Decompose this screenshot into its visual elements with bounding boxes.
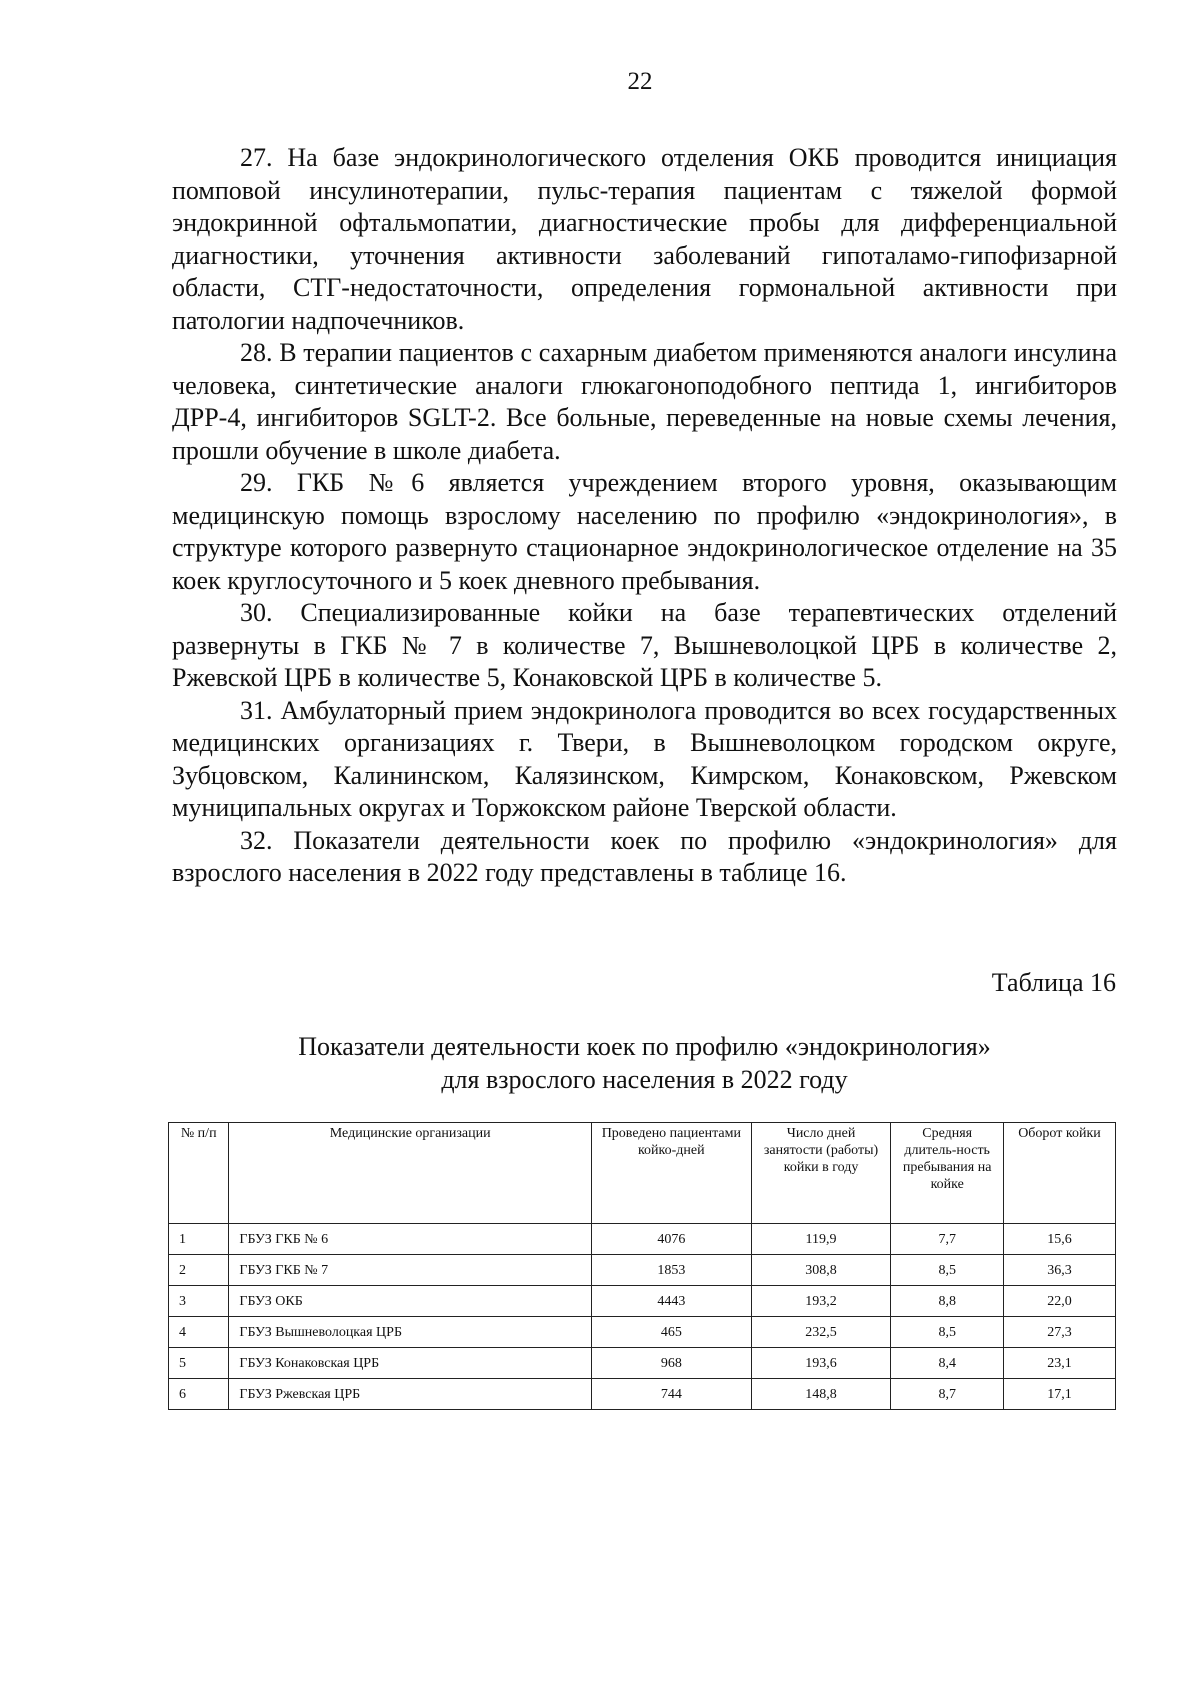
- cell-average-stay: 8,5: [891, 1317, 1004, 1348]
- table-row: [169, 1379, 1116, 1410]
- cell-turnover: 27,3: [1003, 1317, 1115, 1348]
- cell-organization: ГБУЗ Ржевская ЦРБ: [229, 1379, 592, 1410]
- cell-turnover: 15,6: [1003, 1224, 1115, 1255]
- cell-occupancy: 193,6: [751, 1348, 891, 1379]
- table-title-line-1: Показатели деятельности коек по профилю «эндокринология»: [298, 1032, 991, 1061]
- paragraph-29: 29. ГКБ №6 является учреждением второго уровня, оказывающим медицинскую помощь взрослому населению по профилю «эндокринология», в структуре которого развернуто стационарное эндокринологическое отделение на 35 коек круглосуточного и 5 коек дневного пребывания.: [172, 468, 1117, 595]
- cell-organization: ГБУЗ Вышневолоцкая ЦРБ: [229, 1317, 592, 1348]
- cell-average-stay: 8,4: [891, 1348, 1004, 1379]
- paragraph-30: 30. Специализированные койки на базе терапевтических отделений развернуты в ГКБ № 7 в количестве 7, Вышневолоцкой ЦРБ в количестве 2, Ржевской ЦРБ в количестве 5, Конаковской ЦРБ в количестве 5.: [172, 598, 1117, 692]
- table-title-line-2: для взрослого населения в 2022 году: [441, 1065, 848, 1094]
- cell-patient-days: 968: [591, 1348, 751, 1379]
- cell-turnover: 23,1: [1003, 1348, 1115, 1379]
- cell-average-stay: 7,7: [891, 1224, 1004, 1255]
- cell-occupancy: 119,9: [751, 1224, 891, 1255]
- cell-organization: ГБУЗ ГКБ № 7: [229, 1255, 592, 1286]
- table-row: [169, 1286, 1116, 1317]
- cell-no: 3: [169, 1286, 229, 1317]
- cell-no: 4: [169, 1317, 229, 1348]
- cell-average-stay: 8,7: [891, 1379, 1004, 1410]
- cell-patient-days: 4443: [591, 1286, 751, 1317]
- cell-turnover: 36,3: [1003, 1255, 1115, 1286]
- cell-turnover: 17,1: [1003, 1379, 1115, 1410]
- cell-occupancy: 308,8: [751, 1255, 891, 1286]
- header-average-stay: Средняя длитель-ность пребывания на койке: [891, 1123, 1004, 1224]
- paragraph-28: 28. В терапии пациентов с сахарным диабетом применяются аналоги инсулина человека, синтетические аналоги глюкагоноподобного пептида 1, ингибиторов ДРР-4, ингибиторов SGLT-2. Все больные, переведенные на новые схемы лечения, прошли обучение в школе диабета.: [172, 338, 1117, 465]
- paragraph-32: 32. Показатели деятельности коек по профилю «эндокринология» для взрослого населения в 2022 году представлены в таблице 16.: [172, 825, 1117, 887]
- cell-turnover: 22,0: [1003, 1286, 1115, 1317]
- cell-patient-days: 744: [591, 1379, 751, 1410]
- cell-no: 2: [169, 1255, 229, 1286]
- bed-indicators-table: [168, 1122, 1116, 1410]
- header-bed-turnover: Оборот койки: [1003, 1123, 1115, 1224]
- table-row: [169, 1348, 1116, 1379]
- header-patient-days: Проведено пациентами койко-дней: [591, 1123, 751, 1224]
- cell-average-stay: 8,8: [891, 1286, 1004, 1317]
- cell-average-stay: 8,5: [891, 1255, 1004, 1286]
- header-organizations: Медицинские организации: [229, 1123, 592, 1224]
- table-row: [169, 1255, 1116, 1286]
- cell-patient-days: 1853: [591, 1255, 751, 1286]
- cell-no: 1: [169, 1224, 229, 1255]
- cell-occupancy: 148,8: [751, 1379, 891, 1410]
- cell-patient-days: 4076: [591, 1224, 751, 1255]
- cell-organization: ГБУЗ ГКБ № 6: [229, 1224, 592, 1255]
- paragraph-31: 31. Амбулаторный прием эндокринолога проводится во всех государственных медицинских организациях г. Твери, в Вышневолоцком городском округе, Зубцовском, Калининском, Калязинском, Кимрском, Конаковском, Ржевском муниципальных округах и Торжокском районе Тверской области.: [172, 695, 1117, 822]
- cell-occupancy: 193,2: [751, 1286, 891, 1317]
- table-row: [169, 1224, 1116, 1255]
- cell-occupancy: 232,5: [751, 1317, 891, 1348]
- body-text: [172, 142, 1117, 890]
- table-header-row: [169, 1123, 1116, 1224]
- header-occupancy-days: Число дней занятости (работы) койки в году: [751, 1123, 891, 1224]
- cell-organization: ГБУЗ ОКБ: [229, 1286, 592, 1317]
- page-number: 22: [627, 68, 653, 95]
- cell-no: 6: [169, 1379, 229, 1410]
- cell-no: 5: [169, 1348, 229, 1379]
- cell-organization: ГБУЗ Конаковская ЦРБ: [229, 1348, 592, 1379]
- cell-patient-days: 465: [591, 1317, 751, 1348]
- table-row: [169, 1317, 1116, 1348]
- header-no: № п/п: [169, 1123, 229, 1224]
- table-title: [172, 1030, 1117, 1096]
- paragraph-27: 27. На базе эндокринологического отделения ОКБ проводится инициация помповой инсулинотерапии, пульс-терапия пациентам с тяжелой формой эндокринной офтальмопатии, диагностические пробы для дифференциальной диагностики, уточнения активности заболеваний гипоталамо-гипофизарной области, СТГ-недостаточности, определения гормональной активности при патологии надпочечников.: [172, 143, 1117, 335]
- table-label: Таблица 16: [991, 968, 1116, 997]
